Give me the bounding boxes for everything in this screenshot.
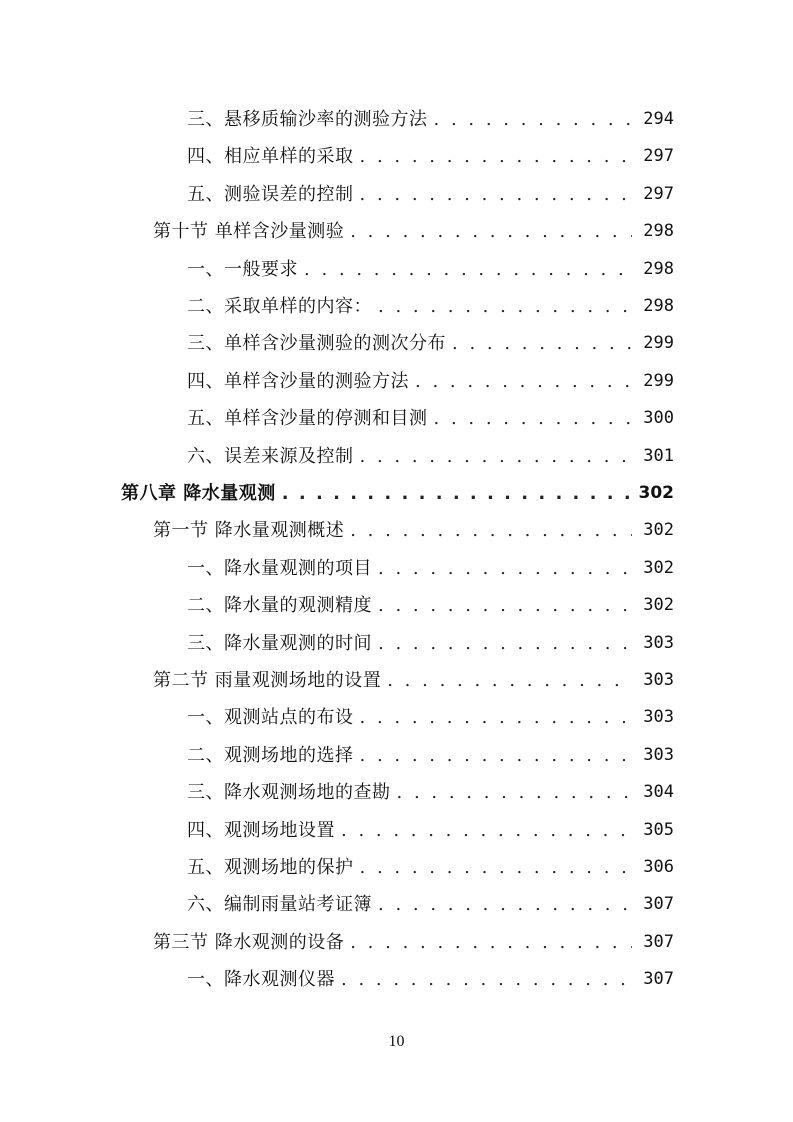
toc-leader-dots: [360, 138, 633, 175]
toc-leader-dots: [360, 849, 633, 886]
toc-entry: [187, 774, 674, 811]
toc-leader-dots: [434, 400, 633, 437]
toc-leader-dots: [360, 176, 633, 213]
toc-entry: [187, 438, 674, 475]
toc-entry-page: 303: [643, 744, 674, 765]
toc-entry-page: 297: [643, 146, 674, 167]
toc-leader-dots: [350, 924, 632, 961]
toc-leader-dots: [350, 512, 632, 549]
toc-leader-dots: [378, 550, 632, 587]
toc-entry: [187, 288, 674, 325]
toc-entry-page: 303: [643, 670, 674, 690]
toc-entry-page: 302: [643, 557, 674, 578]
toc-entry-title: 四、观测场地设置: [187, 819, 335, 841]
toc-entry-page: 304: [643, 782, 674, 803]
toc-entry-page: 302: [638, 483, 674, 503]
toc-entry-title: 第十节 单样含沙量测验: [153, 221, 345, 243]
toc-entry-title: 二、降水量的观测精度: [187, 595, 372, 617]
toc-entry-page: 298: [643, 296, 674, 316]
toc-leader-dots: [452, 325, 632, 362]
toc-leader-dots: [341, 961, 632, 998]
toc-entry-title: 三、降水观测场地的查勘: [187, 782, 391, 804]
toc-entry-title: 三、单样含沙量测验的测次分布: [187, 333, 446, 355]
toc-entry-page: 298: [643, 258, 674, 279]
toc-leader-dots: [397, 774, 633, 811]
toc-entry-title: 一、降水观测仪器: [187, 969, 335, 991]
toc-entry-title: 六、误差来源及控制: [187, 445, 354, 467]
toc-entry-page: 301: [643, 445, 674, 466]
toc-entry-title: 三、悬移质输沙率的测验方法: [187, 109, 428, 130]
toc-leader-dots: [341, 812, 632, 849]
toc-entry-title: 第三节 降水观测的设备: [153, 931, 345, 953]
toc-entry-page: 305: [643, 819, 674, 840]
toc-entry-page: 297: [643, 183, 674, 204]
toc-entry-page: 302: [643, 520, 674, 541]
toc-entry-page: 299: [643, 370, 674, 391]
toc-entry-title: 一、降水量观测的项目: [187, 557, 372, 579]
toc-entry-title: 二、观测场地的选择: [187, 744, 354, 766]
toc-entry-title: 一、一般要求: [187, 258, 298, 280]
toc-entry: [187, 101, 674, 138]
toc-entry: [187, 176, 674, 213]
toc-entry-page: 294: [643, 109, 674, 129]
toc-entry: [187, 886, 674, 923]
toc-entry-title: 第八章 降水量观测: [121, 483, 276, 504]
toc-entry: [187, 550, 674, 587]
toc-leader-dots: [387, 662, 632, 699]
toc-entry-title: 第一节 降水量观测概述: [153, 520, 345, 542]
toc-leader-dots: [360, 438, 633, 475]
toc-entry: [187, 138, 674, 175]
toc-entry: [187, 363, 674, 400]
toc-entry-title: 六、编制雨量站考证簿: [187, 894, 372, 916]
toc-entry-title: 五、测验误差的控制: [187, 183, 354, 205]
toc-leader-dots: [434, 101, 633, 138]
toc-entry-title: 四、单样含沙量的测验方法: [187, 370, 409, 392]
toc-entry-page: 307: [643, 931, 674, 952]
toc-entry: [187, 400, 674, 437]
toc-section-entry: [153, 213, 674, 250]
toc-leader-dots: [282, 475, 631, 512]
toc-entry-title: 二、采取单样的内容：: [187, 296, 372, 317]
toc-entry: [187, 812, 674, 849]
toc-entry-page: 306: [643, 857, 674, 877]
toc-leader-dots: [378, 587, 632, 624]
toc-entry-page: 303: [643, 707, 674, 728]
toc-leader-dots: [360, 699, 633, 736]
toc-entry-title: 四、相应单样的采取: [187, 146, 354, 168]
toc-entry: [187, 737, 674, 774]
toc-entry-page: 307: [643, 894, 674, 915]
page-number: 10: [388, 1033, 405, 1050]
toc-leader-dots: [378, 625, 632, 662]
toc-entry-title: 五、观测场地的保护: [187, 857, 354, 878]
toc-leader-dots: [378, 288, 632, 325]
toc-entry-title: 第二节 雨量观测场地的设置: [153, 670, 382, 691]
toc-section-entry: [153, 512, 674, 549]
toc-entry-page: 299: [643, 333, 674, 354]
toc-entry: [187, 587, 674, 624]
toc-leader-dots: [360, 737, 633, 774]
toc-section-entry: [153, 662, 674, 699]
toc-leader-dots: [415, 363, 632, 400]
toc-leader-dots: [378, 886, 632, 923]
toc-entry-page: 303: [643, 632, 674, 653]
toc-entry: [187, 961, 674, 998]
toc-entry: [187, 699, 674, 736]
toc-entry: [187, 325, 674, 362]
toc-entry: [187, 251, 674, 288]
toc-entry-page: 307: [643, 969, 674, 990]
toc-entry-title: 一、观测站点的布设: [187, 707, 354, 729]
toc-entry-page: 300: [643, 408, 674, 429]
toc-leader-dots: [304, 251, 632, 288]
toc-entry-page: 302: [643, 595, 674, 616]
toc-leader-dots: [350, 213, 632, 250]
toc-entry: [187, 849, 674, 886]
toc-entry-title: 五、单样含沙量的停测和目测: [187, 408, 428, 430]
toc-entry-page: 298: [643, 221, 674, 242]
toc-section-entry: [153, 924, 674, 961]
toc-entry: [187, 625, 674, 662]
toc-chapter-entry: [121, 475, 674, 512]
toc-entry-title: 三、降水量观测的时间: [187, 632, 372, 654]
